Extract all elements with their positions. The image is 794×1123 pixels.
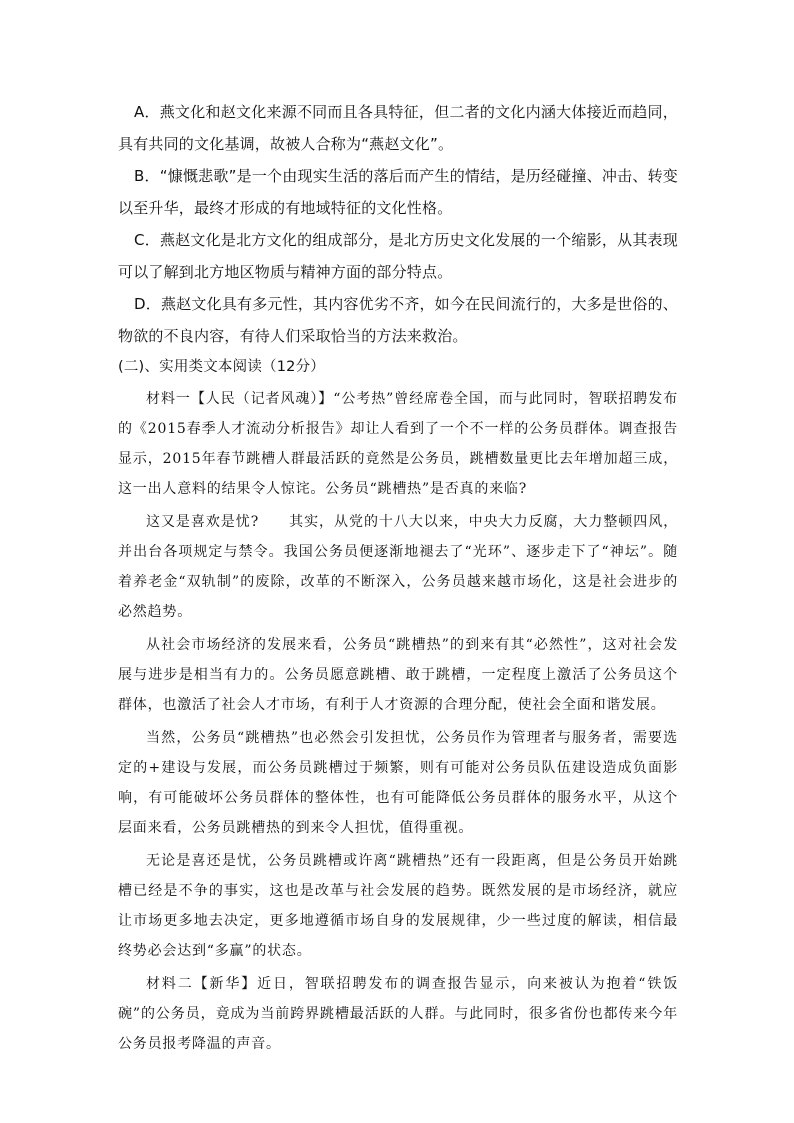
reading-material — [118, 384, 678, 1059]
paragraph-conclusion: 无论是喜还是忧，公务员跳槽或许离“跳槽热”还有一段距离，但是公务员开始跳槽已经是不争的事实，这也是改革与社会发展的趋势。既然发展的是市场经济，就应让市场更多地去决定，更多地遵循市场自身的发展规律，少一些过度的解读，相信最终势必会达到“多赢”的状态。 — [118, 853, 678, 959]
paragraph-joy-or-worry: 这又是喜欢是忧? 其实，从党的十八大以来，中央大力反腐，大力整顿四风，并出台各项规定与禁令。我国公务员便逐渐地褪去了“光环”、逐步走下了“神坛”。随着养老金“双轨制”的废除，改革的不断深入，公务员越来越市场化，这是社会进步的必然趋势。 — [118, 514, 678, 620]
option-a: A．燕文化和赵文化来源不同而且各具特征，但二者的文化内涵大体接近而趋同，具有共同的文化基调，故被人合称为“燕赵文化”。 — [118, 103, 678, 153]
paragraph-concerns: 当然，公务员“跳槽热”也必然会引发担忧，公务员作为管理者与服务者，需要选定的+建设与发展，而公务员跳槽过于频繁，则有可能对公务员队伍建设造成负面影响，有可能破坏公务员群体的整体性，也有可能降低公务员群体的服务水平，从这个层面来看，公务员跳槽热的到来令人担忧，值得重视。 — [118, 730, 678, 836]
answer-options — [118, 96, 678, 352]
option-d: D．燕赵文化具有多元性，其内容优劣不齐，如今在民间流行的，大多是世俗的、物欲的不良内容，有待人们采取恰当的方法来救治。 — [118, 295, 678, 345]
paragraph-material-one: 材料一【人民（记者风魂）】“公考热”曾经席卷全国，而与此同时，智联招聘发布的《2015春季人才流动分析报告》却让人看到了一个不一样的公务员群体。调查报告显示，2015年春节跳槽人群最活跃的竟然是公务员，跳槽数量更比去年增加超三成，这一出人意料的结果令人惊诧。公务员“跳槽热”是否真的来临? — [118, 391, 678, 497]
option-b: B．“慷慨悲歌”是一个由现实生活的落后而产生的情结，是历经碰撞、冲击、转变以至升华，最终才形成的有地域特征的文化性格。 — [118, 167, 678, 217]
document-page — [118, 96, 678, 1062]
option-c: C．燕赵文化是北方文化的组成部分，是北方历史文化发展的一个缩影，从其表现可以了解到北方地区物质与精神方面的部分特点。 — [118, 231, 678, 281]
paragraph-market-economy: 从社会市场经济的发展来看，公务员“跳槽热”的到来有其“必然性”，这对社会发展与进步是相当有力的。公务员愿意跳槽、敢于跳槽，一定程度上激活了公务员这个群体，也激活了社会人才市场，有利于人才资源的合理分配，使社会全面和谐发展。 — [118, 637, 678, 713]
paragraph-material-two: 材料二【新华】近日，智联招聘发布的调查报告显示，向来被认为抱着“铁饭碗”的公务员，竟成为当前跨界跳槽最活跃的人群。与此同时，很多省份也都传来今年公务员报考降温的声音。 — [118, 976, 678, 1052]
section-title: (二)、实用类文本阅读（12分） — [118, 359, 325, 375]
